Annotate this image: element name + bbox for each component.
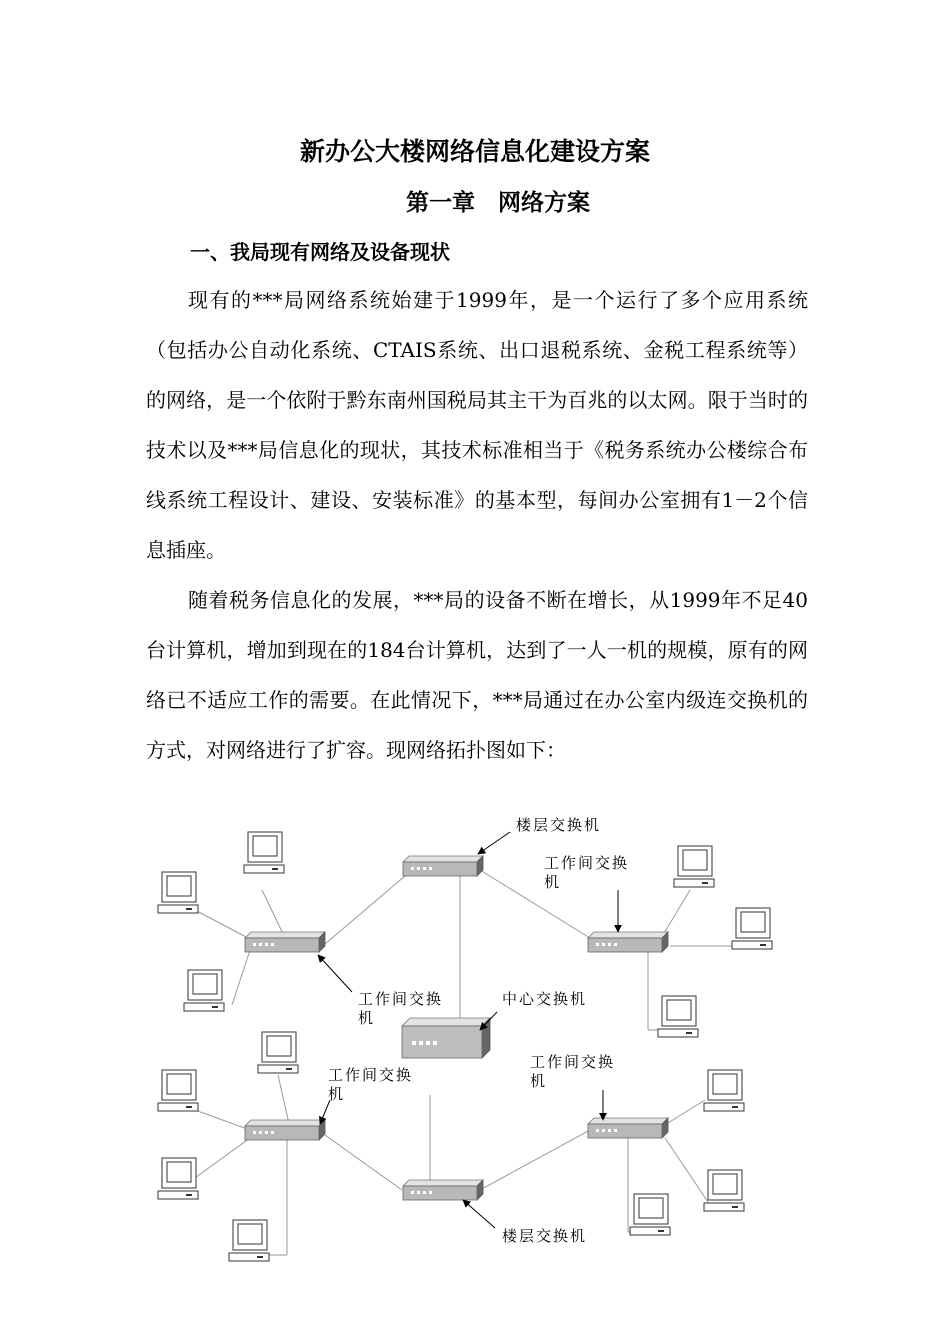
label-floor-switch-top: 楼层交换机 — [516, 816, 602, 834]
computer-icon — [704, 1070, 744, 1111]
computer-icon — [184, 970, 224, 1011]
label-work-switch-bottom-right: 工作间交换 — [530, 1053, 616, 1071]
work-switch-top-left — [245, 932, 325, 952]
label-work-switch-bottom-left-2: 机 — [328, 1085, 346, 1103]
computer-icon — [158, 1070, 198, 1111]
computer-icon — [658, 996, 698, 1037]
label-work-switch-left-2: 机 — [358, 1009, 376, 1027]
paragraph-1: 现有的***局网络系统始建于1999年，是一个运行了多个应用系统（包括办公自动化系统、CTAIS系统、出口退税系统、金税工程系统等）的网络，是一个依附于黔东南州国税局其主干为百兆的以太网。限于当时的技术以及***局信息化的现状，其技术标准相当于《税务系统办公楼综合布线系统工程设计、建设、安装标准》的基本型，每间办公室拥有1－2个信息插座。 — [146, 288, 808, 562]
computer-icon — [674, 846, 714, 887]
computer-icon — [630, 1194, 670, 1235]
label-work-switch-top-right: 工作间交换 — [544, 854, 630, 872]
label-work-switch-bottom-right-2: 机 — [530, 1072, 548, 1090]
computer-icon — [732, 908, 772, 949]
label-floor-switch-bottom: 楼层交换机 — [502, 1227, 588, 1245]
computer-icon — [244, 832, 284, 873]
floor-switch-top — [403, 856, 483, 876]
work-switch-top-right — [588, 932, 668, 952]
paragraph-2: 随着税务信息化的发展，***局的设备不断在增长，从1999年不足40台计算机，增加到现在的184台计算机，达到了一人一机的规模，原有的网络已不适应工作的需要。在此情况下，***局通过在办公室内级连交换机的方式，对网络进行了扩容。现网络拓扑图如下： — [146, 588, 808, 762]
computer-icon — [704, 1170, 744, 1211]
computer-icon — [258, 1032, 298, 1073]
computer-icon — [229, 1220, 269, 1261]
work-switch-bottom-left — [245, 1120, 325, 1140]
floor-switch-bottom — [403, 1180, 483, 1200]
label-work-switch-top-right-2: 机 — [544, 873, 562, 891]
section-heading: 一、我局现有网络及设备现状 — [190, 240, 450, 264]
page-title: 新办公大楼网络信息化建设方案 — [299, 137, 650, 166]
label-work-switch-left: 工作间交换 — [358, 990, 444, 1008]
center-switch — [402, 1018, 490, 1058]
label-work-switch-bottom-left: 工作间交换 — [328, 1066, 414, 1084]
computer-icon — [158, 872, 198, 913]
chapter-heading: 第一章 网络方案 — [406, 190, 590, 216]
label-center-switch: 中心交换机 — [502, 990, 588, 1008]
work-switch-bottom-right — [588, 1118, 668, 1138]
computer-icon — [158, 1158, 198, 1199]
